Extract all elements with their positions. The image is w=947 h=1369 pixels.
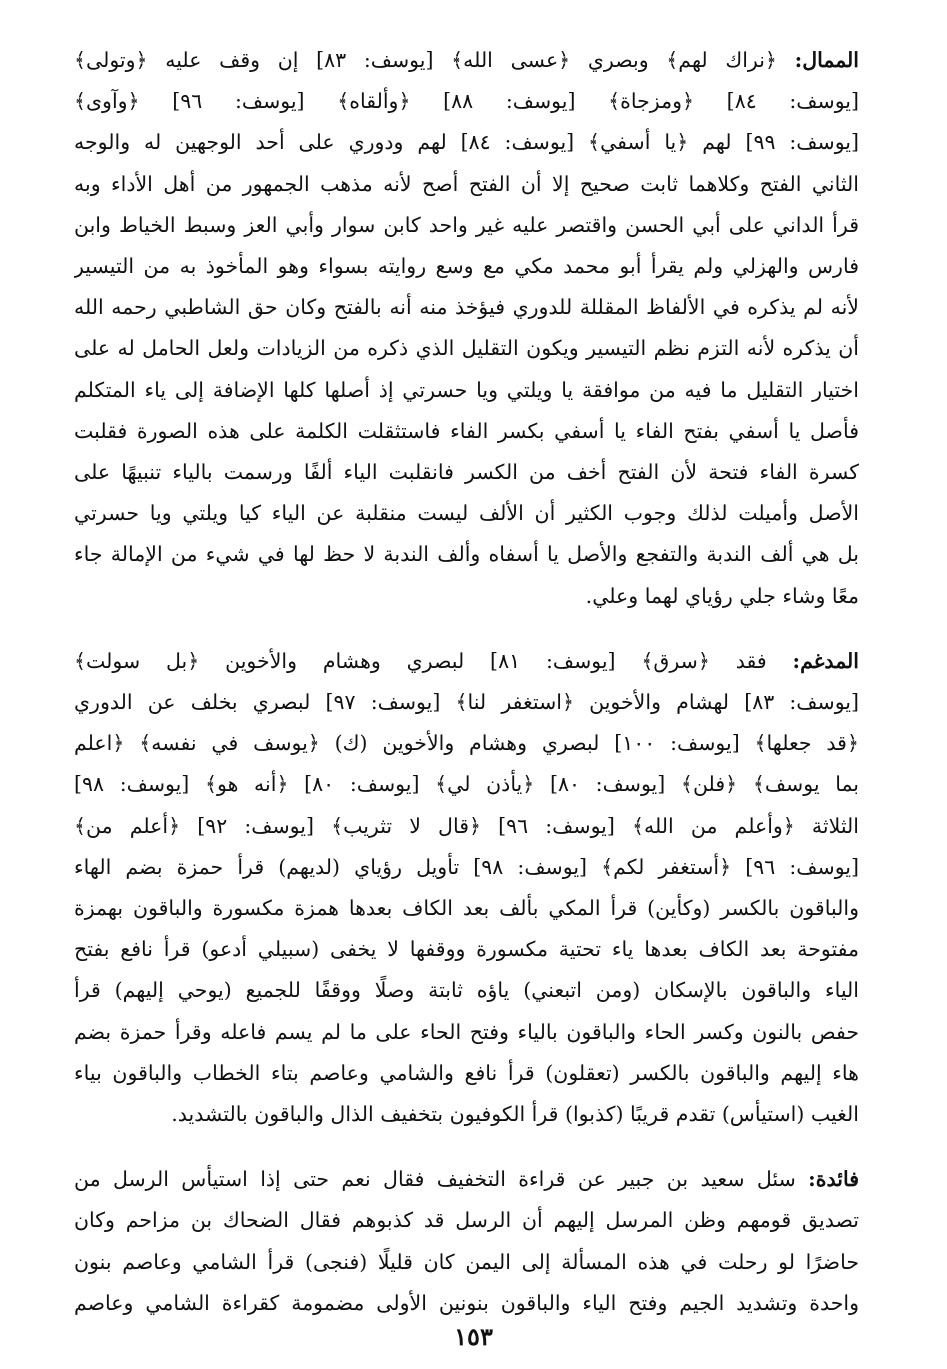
text-line: بما يوسف﴾ ﴿فلن﴾ [يوسف: ٨٠] ﴿يأذن لي﴾ [يوسف: ٨٠] ﴿أنه هو﴾ [يوسف: ٩٨] bbox=[74, 772, 859, 797]
text-line: [يوسف: ٩٩] لهم ﴿يا أسفي﴾ [يوسف: ٨٤] لهم ودوري على أحد الوجهين له والوجه bbox=[74, 130, 859, 155]
text-line: حفص بالنون وكسر الحاء والباقون بالياء وفتح الحاء على ما لم يسم فاعله وقرأ حمزة بضم bbox=[74, 1019, 859, 1044]
text-line: تصديق قومهم وظن المرسل إليهم أن الرسل قد كذبوهم فقال الضحاك بن مزاحم وكان bbox=[74, 1208, 859, 1233]
text-line: معًا وشاء جلي رؤياي لهما وعلي. bbox=[585, 583, 859, 608]
text-line: بل هي ألف الندبة والتفجع والأصل يا أسفاه وألف الندبة لا حظ لها في شيء من الإمالة جاء bbox=[74, 542, 859, 567]
section-heading: المدغم: bbox=[792, 648, 859, 673]
text-line: قرأ الداني على أبي الحسن واقتصر عليه غير واحد كابن سوار وأبي العز وسبط الخياط وابن bbox=[74, 212, 859, 237]
text-line: كسرة الفاء فتحة لأن الفتح أخف من الكسر فانقلبت الياء ألفًا ورسمت بالياء تنبيهًا على bbox=[74, 460, 859, 485]
section-heading: الممال: bbox=[794, 48, 859, 72]
text-line: أن يذكره لأنه التزم نظم التيسير ويكون التقليل الذي ذكره من الزيادات ولعل الحامل له على bbox=[74, 336, 859, 361]
text-line: الغيب (استيأس) تقدم قريبًا (كذبوا) قرأ الكوفيون بتخفيف الذال والباقون بالتشديد. bbox=[171, 1102, 859, 1127]
section-heading: فائدة: bbox=[808, 1167, 859, 1192]
text-line: الأصل وأميلت لذلك وجوب الكثير أن الألف ليست منقلبة عن الياء كيا ويلتي ويا حسرتي bbox=[74, 501, 859, 526]
text-line: هاء إليهم والباقون بالكسر (تعقلون) قرأ نافع والشامي وعاصم بتاء الخطاب والباقون بياء bbox=[74, 1060, 859, 1085]
text-line: الثاني الفتح وكلاهما ثابت صحيح إلا أن الفتح أصح لأنه مذهب الجمهور من أهل الأداء وبه bbox=[74, 171, 859, 196]
section-mumal bbox=[74, 40, 859, 617]
section-mudgham bbox=[74, 641, 859, 1135]
text-line: واحدة وتشديد الجيم وفتح الياء والباقون بنونين الأولى مضمومة كقراءة الشامي وعاصم bbox=[74, 1290, 859, 1315]
page-number: ١٥٣ bbox=[454, 1322, 493, 1351]
page-body bbox=[74, 40, 859, 1324]
text-line: اختيار التقليل ما فيه من موافقة يا ويلتي ويا حسرتي إذ أصلها كلها الإضافة إلى ياء المتكلم bbox=[74, 377, 859, 402]
text-line: فائدة: سئل سعيد بن جبير عن قراءة التخفيف فقال نعم حتى إذا استيأس الرسل من bbox=[74, 1167, 859, 1192]
text-line: ﴿قد جعلها﴾ [يوسف: ١٠٠] لبصري وهشام والأخوين (ك) ﴿يوسف في نفسه﴾ ﴿اعلم bbox=[74, 731, 859, 756]
text-line: الياء والباقون بالإسكان (ومن اتبعني) ياؤه ثابتة وصلًا ووقفًا للجميع (يوحي إليهم) قرأ bbox=[74, 978, 859, 1003]
text-line: [يوسف: ٩٦] ﴿أستغفر لكم﴾ [يوسف: ٩٨] تأويل رؤياي (لديهم) قرأ حمزة بضم الهاء bbox=[74, 854, 859, 879]
text-line: فارس والهزلي ولم يقرأ أبو محمد مكي مع وسع روايته بسواء وهو المأخوذ به من التيسير bbox=[74, 254, 859, 279]
text-line: والباقون بالكسر (وكأين) قرأ المكي بألف بعد الكاف بعدها همزة مكسورة والباقون بهمزة bbox=[74, 896, 859, 921]
text-line: مفتوحة بعد الكاف بعدها ياء تحتية مكسورة ووقفها لا يخفى (سبيلي أدعو) قرأ نافع بفتح bbox=[74, 937, 859, 962]
text-line: فأصل يا أسفي بفتح الفاء يا أسفي بكسر الفاء فاستثقلت الكلمة على هذه الصورة فقلبت bbox=[74, 418, 859, 443]
text-line: [يوسف: ٨٤] ﴿ومزجاة﴾ [يوسف: ٨٨] ﴿وألقاه﴾ [يوسف: ٩٦] ﴿وآوى﴾ bbox=[74, 89, 859, 114]
text-line: حاضرًا لو رحلت في هذه المسألة إلى اليمن كان قليلًا (فنجى) قرأ الشامي وعاصم بنون bbox=[74, 1249, 859, 1274]
text-line: الثلاثة ﴿وأعلم من الله﴾ [يوسف: ٩٦] ﴿قال لا تثريب﴾ [يوسف: ٩٢] ﴿أعلم من﴾ bbox=[74, 813, 859, 838]
text-line: [يوسف: ٨٣] لهشام والأخوين ﴿استغفر لنا﴾ [يوسف: ٩٧] لبصري بخلف عن الدوري bbox=[74, 690, 859, 715]
text-line: الممال: ﴿نراك لهم﴾ وبصري ﴿عسى الله﴾ [يوسف: ٨٣] إن وقف عليه ﴿وتولى﴾ bbox=[74, 48, 859, 72]
section-faida bbox=[74, 1159, 859, 1324]
text-line: المدغم: فقد ﴿سرق﴾ [يوسف: ٨١] لبصري وهشام والأخوين ﴿بل سولت﴾ bbox=[74, 648, 859, 673]
text-line: لأنه لم يذكره في الألفاظ المقللة للدوري فيؤخذ منه أنه بالفتح وكان حق الشاطبي رحمه الله bbox=[74, 295, 859, 320]
